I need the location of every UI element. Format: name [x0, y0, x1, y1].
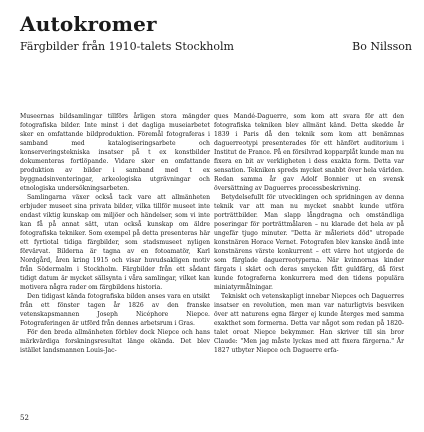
paragraph: Betydelsefullt för utvecklingen och spridningen av denna teknik var att man nu mycket snabbt kunde utföra porträttbilder. Man slapp långdragna och omständliga poseringar för porträttmålaren – nu klarade det hela av på ungefär tjugo minuter. "Detta är måleriets död" utropade konstnären Horace Vernet. Fotografen blev kanske ändå inte konstnärens värste konkurrent – ett värre hot utgjorde de som färglade daguerreotyperna. När kvinnornas kinder färgats i skärt och deras smycken fått guldfärg, då först kunde fotograferna konkurrera med den tidens populära miniatyrmålningar. — [214, 194, 404, 291]
page-number: 52 — [20, 414, 29, 422]
article-subtitle: Färgbilder från 1910-talets Stockholm — [20, 40, 234, 53]
article-author: Bo Nilsson — [352, 40, 412, 53]
article-title: Autokromer — [20, 12, 157, 36]
paragraph: Museernas bildsamlingar tillförs årligen stora mängder fotografiska bilder. Inte minst i det dagliga museiarbetet sker en omfattande bildproduktion. Föremål fotograferas i samband med katalogiseringsarbete och konserveringstekniska insatser på t ex konstbilder dokumenteras fortlöpande. Vidare sker en omfattande produktion av bilder i samband med t ex byggnadsinventeringar, arkeologiska utgrävningar och etnologiska undersökningsarbeten. — [20, 113, 210, 192]
paragraph: För den breda allmänheten förblev dock Niepce och hans märkvärdiga forskningsresultat länge okända. Det blev istället landsmannen Louis-Jac- — [20, 329, 210, 354]
paragraph: Tekniskt och vetenskapligt innebar Niepces och Daguerres insatser en revolution, men man var naturligtvis besviken över att naturens egna färger ej kunde återges med samma exakthet som formerna. Detta var något som redan på 1820-talet oroat Niepce bekymmer. Han skriver till sin bror Claude: "Men jag måste lyckas med att fixera färgerna." År 1827 utbyter Niepce och Daguerre erfa- — [214, 293, 404, 354]
paragraph: Den tidigast kända fotografiska bilden anses vara en utsikt från ett fönster tagen år 1826 av den franske vetenskapsmannen Joseph Nicéphore Niepce. Fotograferingen är utförd från dennes arbetsrum i Gras. — [20, 293, 210, 327]
right-text-column — [214, 112, 404, 355]
left-text-column — [20, 112, 210, 355]
paragraph: Samlingarna växer också tack vare att allmänheten erbjuder museet sina privata bilder, vilka tillför museet inte endast viktig kunskap om miljöer och händelser, som vi inte kan få på annat sätt, utan också kunskap om äldre fotografiska tekniker. Som exempel på detta presenteras här ett fyrtiotal tidiga färgbilder, som stadsmuseet nyligen förvärvat. Bilderna är tagna av en fotoamatör, Karl Nordgård, åren kring 1915 och visar huvudsakligen motiv från Södermalm i Stockholm. Färgbilder från ett sådant tidigt datum är mycket sällsynta i våra samlingar, vilket kan motivera några rader om färgbildens historia. — [20, 194, 210, 291]
paragraph: ques Mandé-Daguerre, som kom att svara för att den fotografiska tekniken blev allmänt känd. Detta skedde år 1839 i Paris då den teknik som kom att benämnas daguerreotypi presenterades för ett hänfört auditorium i Institut de France. På en försilvrad kopparplåt kunde man nu fixera en bit av verkligheten i dess exakta form. Detta var sensation. Tekniken spreds mycket snabbt över hela världen. Redan samma år gav Adolf Bonnier ut en svensk översättning av Daguerres processbeskrivning. — [214, 113, 404, 192]
